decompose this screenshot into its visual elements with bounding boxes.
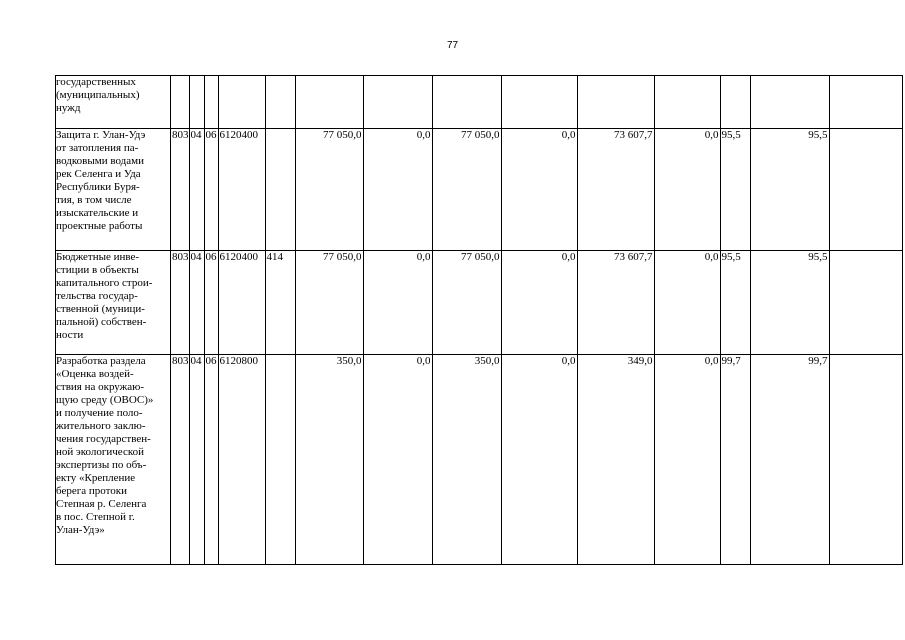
row-name-line: Разработка раздела: [56, 355, 146, 367]
value-cell-8: 99,7: [750, 355, 829, 565]
value-cell-5: 349,0: [577, 355, 654, 565]
value-cell-9: [829, 129, 902, 251]
value-cell-8: 95,5: [750, 129, 829, 251]
table-row: [56, 251, 903, 355]
subsection-code-cell: 06: [204, 129, 218, 251]
value-cell-2: 0,0: [363, 355, 432, 565]
page-number: 77: [446, 40, 459, 51]
value-cell-8: [750, 76, 829, 129]
row-name-line: стиции в объекты: [56, 264, 139, 276]
table-row: [56, 355, 903, 565]
row-name-line: проектные работы: [56, 220, 143, 232]
row-name-cell: [56, 76, 171, 129]
table-row: [56, 76, 903, 129]
value-cell-8: 95,5: [750, 251, 829, 355]
value-cell-9: [829, 76, 902, 129]
subsection-code-cell: [204, 76, 218, 129]
target-code-cell: 6120800: [218, 355, 265, 565]
subsection-code-cell: 06: [204, 251, 218, 355]
section-code-cell: 04: [189, 251, 204, 355]
expense-type-cell: [265, 129, 295, 251]
value-cell-7: 95,5: [720, 129, 750, 251]
row-name-cell: [56, 251, 171, 355]
row-name-line: берега протоки: [56, 485, 127, 497]
expense-type-cell: [265, 355, 295, 565]
row-name-line: Улан-Удэ»: [56, 524, 105, 536]
row-name-line: капитального строи-: [56, 277, 153, 289]
target-code-cell: 6120400: [218, 251, 265, 355]
ministry-code-cell: 803: [171, 251, 190, 355]
value-cell-3: 77 050,0: [432, 129, 501, 251]
row-name-line: экспертизы по объ-: [56, 459, 147, 471]
expense-type-cell: 414: [265, 251, 295, 355]
value-cell-3: [432, 76, 501, 129]
row-name-line: тельства государ-: [56, 290, 138, 302]
value-cell-2: [363, 76, 432, 129]
row-name-line: ственной (муници-: [56, 303, 145, 315]
expense-type-cell: [265, 76, 295, 129]
value-cell-9: [829, 251, 902, 355]
row-name-line: (муниципальных): [56, 89, 140, 101]
row-name-line: нужд: [56, 102, 81, 114]
row-name-line: рек Селенга и Уда: [56, 168, 141, 180]
value-cell-6: [654, 76, 720, 129]
row-name-line: чения государствен-: [56, 433, 151, 445]
value-cell-1: 77 050,0: [295, 251, 363, 355]
value-cell-2: 0,0: [363, 129, 432, 251]
row-name-line: Республики Буря-: [56, 181, 140, 193]
value-cell-1: [295, 76, 363, 129]
section-code-cell: [189, 76, 204, 129]
value-cell-7: [720, 76, 750, 129]
target-code-cell: 6120400: [218, 129, 265, 251]
row-name-line: изыскательские и: [56, 207, 139, 219]
value-cell-5: 73 607,7: [577, 251, 654, 355]
row-name-line: тия, в том числе: [56, 194, 132, 206]
row-name-line: и получение поло-: [56, 407, 143, 419]
table-row: [56, 129, 903, 251]
value-cell-9: [829, 355, 902, 565]
value-cell-5: [577, 76, 654, 129]
ministry-code-cell: 803: [171, 355, 190, 565]
value-cell-1: 350,0: [295, 355, 363, 565]
value-cell-5: 73 607,7: [577, 129, 654, 251]
row-name-line: государственных: [56, 76, 136, 88]
row-name-line: Бюджетные инве-: [56, 251, 140, 263]
value-cell-6: 0,0: [654, 129, 720, 251]
value-cell-4: 0,0: [501, 355, 577, 565]
row-name-line: ствия на окружаю-: [56, 381, 145, 393]
section-code-cell: 04: [189, 355, 204, 565]
target-code-cell: [218, 76, 265, 129]
value-cell-4: 0,0: [501, 129, 577, 251]
row-name-line: Степная р. Селенга: [56, 498, 147, 510]
value-cell-7: 99,7: [720, 355, 750, 565]
value-cell-1: 77 050,0: [295, 129, 363, 251]
row-name-line: ной экологической: [56, 446, 145, 458]
row-name-cell: [56, 355, 171, 565]
value-cell-4: [501, 76, 577, 129]
row-name-line: пальной) собствен-: [56, 316, 147, 328]
row-name-line: ности: [56, 329, 84, 341]
value-cell-2: 0,0: [363, 251, 432, 355]
ministry-code-cell: 803: [171, 129, 190, 251]
section-code-cell: 04: [189, 129, 204, 251]
value-cell-7: 95,5: [720, 251, 750, 355]
row-name-line: екту «Крепление: [56, 472, 136, 484]
ministry-code-cell: [171, 76, 190, 129]
value-cell-6: 0,0: [654, 251, 720, 355]
row-name-line: жительного заклю-: [56, 420, 146, 432]
budget-table: [55, 75, 903, 565]
value-cell-3: 350,0: [432, 355, 501, 565]
row-name-line: щую среду (ОВОС)»: [56, 394, 154, 406]
value-cell-6: 0,0: [654, 355, 720, 565]
row-name-line: Защита г. Улан-Удэ: [56, 129, 146, 141]
row-name-line: водковыми водами: [56, 155, 144, 167]
subsection-code-cell: 06: [204, 355, 218, 565]
row-name-cell: [56, 129, 171, 251]
value-cell-4: 0,0: [501, 251, 577, 355]
row-name-line: от затопления па-: [56, 142, 139, 154]
row-name-line: в пос. Степной г.: [56, 511, 135, 523]
value-cell-3: 77 050,0: [432, 251, 501, 355]
row-name-line: «Оценка воздей-: [56, 368, 134, 380]
